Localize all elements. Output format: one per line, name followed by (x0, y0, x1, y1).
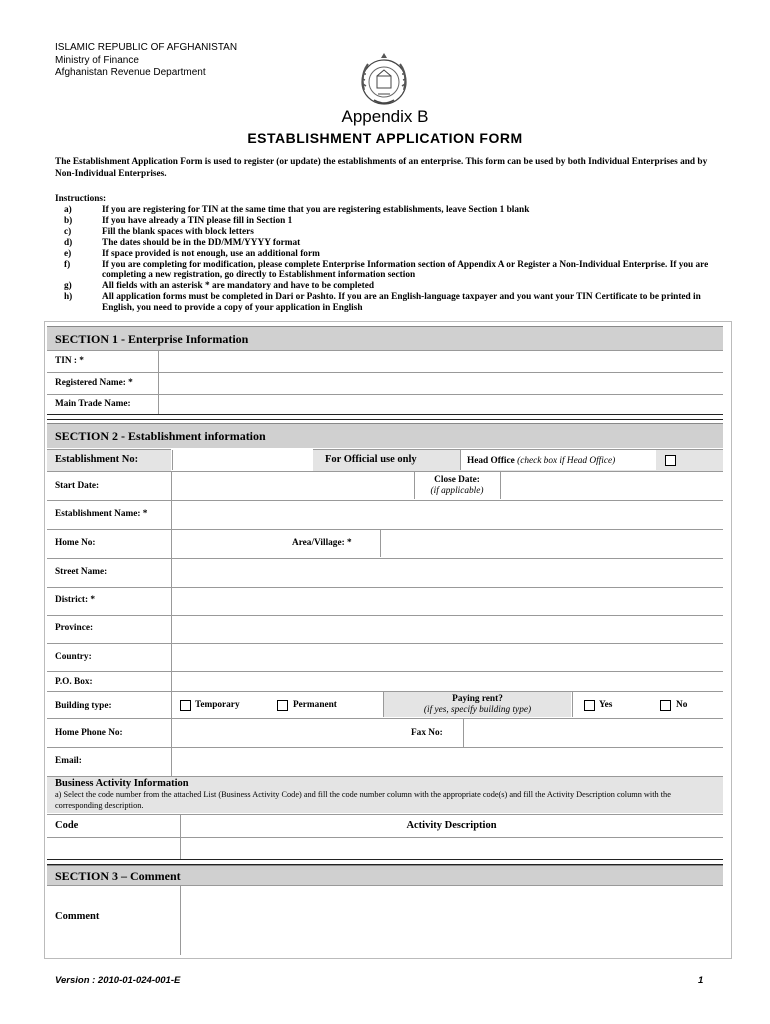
home-phone-field[interactable] (173, 719, 398, 746)
section1-header: SECTION 1 - Enterprise Information (47, 326, 723, 350)
afghanistan-seal-icon (354, 50, 414, 110)
district-label: District: * (55, 595, 96, 605)
tin-field[interactable] (160, 351, 722, 371)
home-phone-label: Home Phone No: (55, 728, 123, 738)
establishment-name-field[interactable] (173, 501, 722, 528)
area-village-field[interactable] (382, 530, 722, 557)
establishment-no-label: Establishment No: (55, 454, 139, 465)
page-number: 1 (698, 975, 704, 986)
po-box-field[interactable] (173, 672, 722, 690)
permanent-label: Permanent (293, 700, 337, 710)
intro-paragraph: The Establishment Application Form is used to register (or update) the establishments of an enterprise. This form can be used by both Individual Enterprises and by Non-Individual Enterprises. (55, 157, 708, 179)
head-office-label: Head Office (check box if Head Office) (467, 456, 616, 466)
official-use-label: For Official use only (325, 454, 417, 465)
org-line-ministry: Ministry of Finance (55, 54, 139, 66)
email-field[interactable] (173, 748, 722, 775)
rent-yes-label: Yes (599, 700, 613, 710)
instructions-title: Instructions: (55, 194, 107, 204)
permanent-checkbox[interactable] (277, 700, 288, 711)
province-label: Province: (55, 623, 94, 633)
business-activity-title: Business Activity Information (55, 778, 189, 789)
country-label: Country: (55, 652, 92, 662)
province-field[interactable] (173, 616, 722, 642)
registered-name-label: Registered Name: * (55, 378, 133, 388)
activity-description-column-header: Activity Description (406, 820, 497, 831)
business-activity-note: a) Select the code number from the attached List (Business Activity Code) and fill the code number column with the appropriate code(s) and fill the Activity Description column with the corresponding description. (55, 790, 671, 810)
comment-label: Comment (55, 911, 100, 922)
instruction-item: g) All fields with an asterisk * are mandatory and have to be completed (64, 281, 375, 292)
form-subtitle: ESTABLISHMENT APPLICATION FORM (247, 130, 523, 146)
paying-rent-label: Paying rent? (452, 694, 503, 704)
activity-code-field[interactable] (49, 838, 179, 859)
version-label: Version : 2010-01-024-001-E (55, 975, 181, 986)
instructions-list (64, 205, 734, 314)
instruction-item: c) Fill the blank spaces with block letters (64, 226, 254, 237)
rent-no-label: No (676, 700, 688, 710)
code-column-header: Code (55, 820, 79, 831)
rent-no-checkbox[interactable] (660, 700, 671, 711)
establishment-no-field[interactable] (172, 450, 313, 470)
org-line-department: Afghanistan Revenue Department (55, 67, 206, 78)
start-date-field[interactable] (173, 472, 413, 499)
establishment-name-label: Establishment Name: * (55, 509, 148, 519)
fax-field[interactable] (465, 719, 722, 746)
close-date-note: (if applicable) (430, 486, 484, 496)
rent-yes-checkbox[interactable] (584, 700, 595, 711)
instruction-item: f) If you are completing for modification, please complete Enterprise Information section of Appendix A or Register a Non-Individual Enterprise. If you are completing a new registration, go directly to Establishment information section (64, 259, 709, 281)
instruction-item: b) If you have already a TIN please fill in Section 1 (64, 215, 293, 226)
page-title: Appendix B (341, 107, 429, 126)
registered-name-field[interactable] (160, 373, 722, 393)
email-label: Email: (55, 756, 82, 766)
activity-description-field[interactable] (182, 838, 722, 859)
street-name-label: Street Name: (55, 567, 108, 577)
fax-label: Fax No: (411, 728, 443, 738)
close-date-label: Close Date: (434, 475, 480, 485)
home-no-label: Home No: (55, 538, 96, 548)
main-trade-name-field[interactable] (160, 395, 722, 413)
head-office-checkbox[interactable] (665, 455, 676, 466)
district-field[interactable] (173, 588, 722, 614)
org-line-country: ISLAMIC REPUBLIC OF AFGHANISTAN (55, 42, 238, 53)
building-type-label: Building type: (55, 701, 112, 711)
section2-header: SECTION 2 - Establishment information (47, 423, 723, 448)
country-field[interactable] (173, 644, 722, 670)
comment-field[interactable] (182, 887, 722, 954)
street-name-field[interactable] (173, 559, 722, 586)
organization-header (55, 42, 237, 80)
paying-rent-note: (if yes, specify building type) (423, 705, 532, 715)
temporary-checkbox[interactable] (180, 700, 191, 711)
main-trade-name-label: Main Trade Name: (55, 399, 131, 409)
area-village-label: Area/Village: * (292, 538, 352, 548)
home-no-field[interactable] (173, 530, 283, 557)
start-date-label: Start Date: (55, 481, 100, 491)
instruction-item: e) If space provided is not enough, use an additional form (64, 248, 320, 259)
instruction-item: d) The dates should be in the DD/MM/YYYY format (64, 237, 301, 248)
po-box-label: P.O. Box: (55, 677, 93, 687)
section3-header: SECTION 3 – Comment (47, 865, 723, 885)
close-date-field[interactable] (502, 472, 722, 499)
tin-label: TIN : * (55, 356, 84, 366)
instruction-item: h) All application forms must be completed in Dari or Pashto. If you are an English-language taxpayer and you want your TIN Certificate to be printed in English, you need to provide a copy of your application in English (64, 292, 701, 314)
temporary-label: Temporary (195, 700, 240, 710)
instruction-item: a) If you are registering for TIN at the same time that you are registering establishments, leave Section 1 blank (64, 205, 530, 215)
